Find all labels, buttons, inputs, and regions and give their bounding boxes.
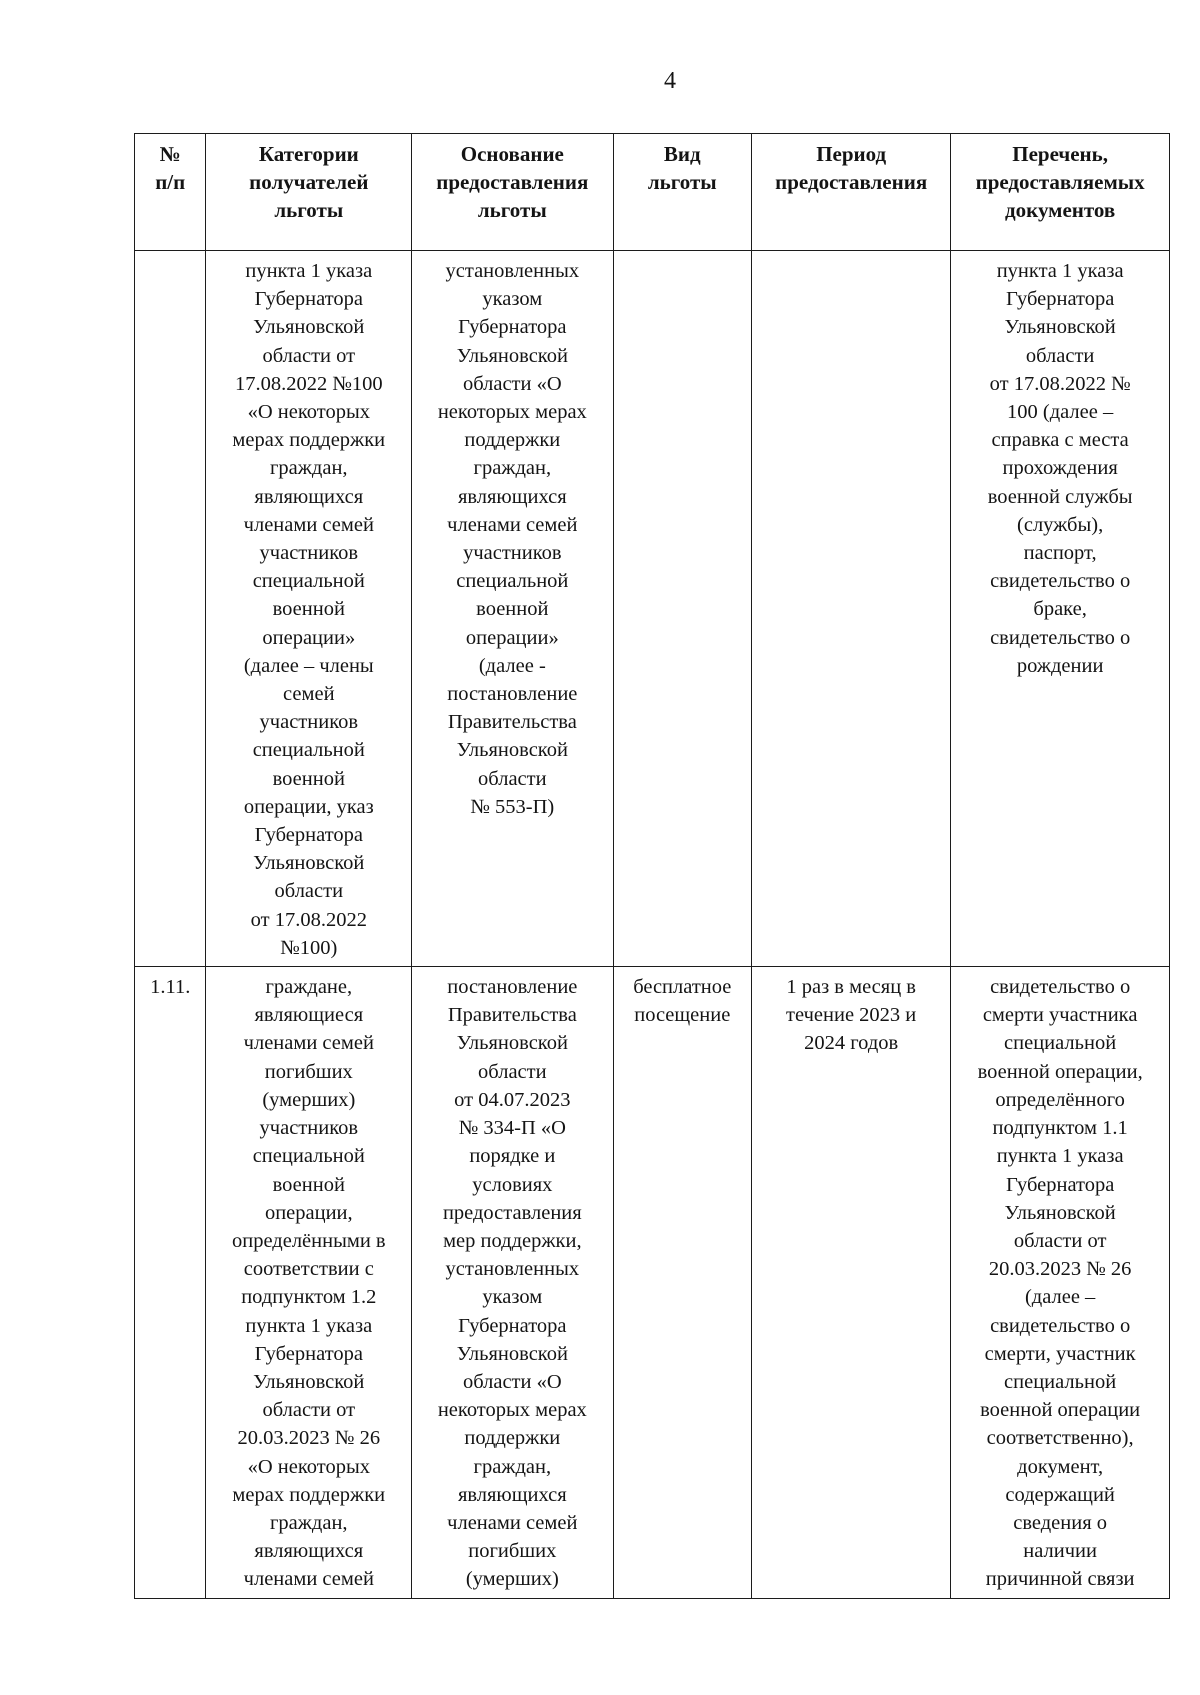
row-category: пункта 1 указа Губернатора Ульяновской области от 17.08.2022 №100 «О некоторых мерах поддержки граждан, являющихся членами семей участников специальной военной операции» (далее – члены семей участников специальной военной операции, указ Губернатора Ульяновской области от 17.08.2022 №100) (206, 251, 412, 967)
header-category: Категории получателей льготы (206, 134, 412, 251)
row-type (613, 251, 752, 967)
row-number (135, 251, 206, 967)
header-period: Период предоставления (752, 134, 951, 251)
header-type: Вид льготы (613, 134, 752, 251)
row-type: бесплатное посещение (613, 967, 752, 1598)
table-row (135, 967, 1170, 1598)
table-header-row (135, 134, 1170, 251)
header-number: № п/п (135, 134, 206, 251)
row-period (752, 251, 951, 967)
table-row (135, 251, 1170, 967)
header-basis: Основание предоставления льготы (412, 134, 613, 251)
page-number: 4 (664, 68, 676, 94)
row-basis: установленных указом Губернатора Ульяновской области «О некоторых мерах поддержки граждан, являющихся членами семей участников специальной военной операции» (далее - постановление Правительства Ульяновской области № 553-П) (412, 251, 613, 967)
row-basis: постановление Правительства Ульяновской области от 04.07.2023 № 334-П «О порядке и условиях предоставления мер поддержки, установленных указом Губернатора Ульяновской области «О некоторых мерах поддержки граждан, являющихся членами семей погибших (умерших) (412, 967, 613, 1598)
benefits-table (134, 133, 1170, 1599)
row-number: 1.11. (135, 967, 206, 1598)
row-documents: свидетельство о смерти участника специальной военной операции, определённого подпунктом 1.1 пункта 1 указа Губернатора Ульяновской области от 20.03.2023 № 26 (далее – свидетельство о смерти, участник специальной военной операции соответственно), документ, содержащий сведения о наличии причинной связи (951, 967, 1170, 1598)
row-category: граждане, являющиеся членами семей погибших (умерших) участников специальной военной операции, определёнными в соответствии с подпунктом 1.2 пункта 1 указа Губернатора Ульяновской области от 20.03.2023 № 26 «О некоторых мерах поддержки граждан, являющихся членами семей (206, 967, 412, 1598)
row-period: 1 раз в месяц в течение 2023 и 2024 годов (752, 967, 951, 1598)
header-documents: Перечень, предоставляемых документов (951, 134, 1170, 251)
row-documents: пункта 1 указа Губернатора Ульяновской области от 17.08.2022 № 100 (далее – справка с места прохождения военной службы (службы), паспорт, свидетельство о браке, свидетельство о рождении (951, 251, 1170, 967)
